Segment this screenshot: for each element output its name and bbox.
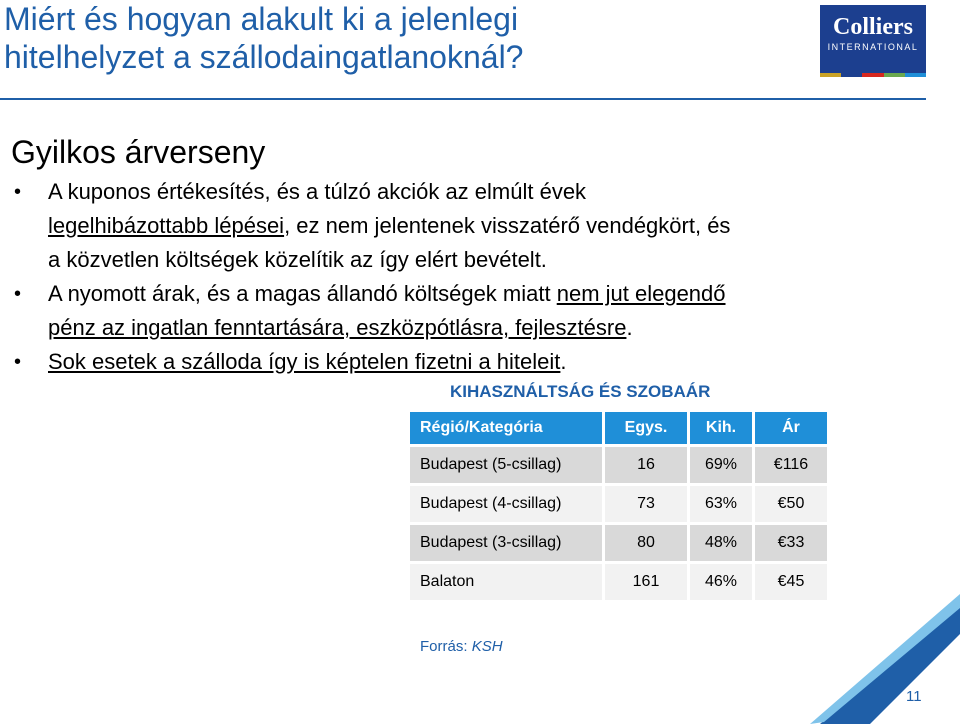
bullet-2-line1-underlined: nem jut elegendő xyxy=(556,281,726,306)
cell-price: €45 xyxy=(755,564,827,600)
table-row xyxy=(410,525,827,561)
logo-subtitle: INTERNATIONAL xyxy=(827,42,919,52)
colliers-logo xyxy=(820,5,926,77)
corner-decoration-graphic xyxy=(800,594,960,724)
header-occupancy: Kih. xyxy=(690,412,752,444)
table-header-row xyxy=(410,412,827,444)
logo-stripe xyxy=(862,73,883,77)
source-note xyxy=(420,638,503,655)
bullet-list xyxy=(0,175,940,379)
bullet-1-line2 xyxy=(48,209,940,243)
cell-occupancy: 63% xyxy=(690,486,752,522)
header-units: Egys. xyxy=(605,412,687,444)
bullet-item-3 xyxy=(0,345,940,379)
cell-price: €50 xyxy=(755,486,827,522)
logo-stripe xyxy=(820,73,841,77)
header-region: Régió/Kategória xyxy=(410,412,602,444)
bullet-icon: • xyxy=(14,351,22,373)
cell-region: Budapest (3-csillag) xyxy=(410,525,602,561)
cell-region: Balaton xyxy=(410,564,602,600)
source-name: KSH xyxy=(471,638,503,655)
bullet-3-underlined: Sok esetek a szálloda így is képtelen fizetni a hiteleit xyxy=(48,349,561,374)
bullet-item-1 xyxy=(0,175,940,277)
table-row xyxy=(410,447,827,483)
slide-title xyxy=(4,0,794,76)
slide-title-line1: Miért és hogyan alakult ki a jelenlegi xyxy=(4,1,519,37)
title-divider xyxy=(0,98,926,100)
cell-price: €116 xyxy=(755,447,827,483)
logo-stripes xyxy=(820,73,926,77)
logo-stripe xyxy=(841,73,862,77)
bullet-3-rest: . xyxy=(560,349,567,374)
bullet-2-line2 xyxy=(48,311,940,345)
cell-units: 80 xyxy=(605,525,687,561)
cell-price: €33 xyxy=(755,525,827,561)
slide-title-line2: hitelhelyzet a szállodaingatlanoknál? xyxy=(4,39,524,75)
logo-stripe xyxy=(884,73,905,77)
bullet-1-line2-rest: , ez nem jelentenek visszatérő vendégkört, és xyxy=(284,213,731,238)
cell-units: 73 xyxy=(605,486,687,522)
page-number: 11 xyxy=(906,688,922,705)
cell-occupancy: 69% xyxy=(690,447,752,483)
bullet-item-2 xyxy=(0,277,940,345)
bullet-2-line1 xyxy=(48,277,940,311)
cell-units: 161 xyxy=(605,564,687,600)
logo-stripe xyxy=(905,73,926,77)
source-label: Forrás: xyxy=(420,638,472,655)
bullet-1-line3: a közvetlen költségek közelítik az így elért bevételt. xyxy=(48,247,547,272)
bullet-3-line1 xyxy=(48,345,940,379)
section-heading: Gyilkos árverseny xyxy=(11,134,266,170)
bullet-icon: • xyxy=(14,181,22,203)
cell-occupancy: 46% xyxy=(690,564,752,600)
table-title: KIHASZNÁLTSÁG ÉS SZOBAÁR xyxy=(450,382,711,401)
cell-units: 16 xyxy=(605,447,687,483)
table-row xyxy=(410,564,827,600)
bullet-2-line2-underlined: pénz az ingatlan fenntartására, eszközpótlásra, fejlesztésre xyxy=(48,315,627,340)
bullet-2-line2-rest: . xyxy=(626,315,633,340)
bullet-1-underlined: legelhibázottabb lépései xyxy=(48,213,285,238)
bullet-2-line1-plain: A nyomott árak, és a magas állandó költségek miatt xyxy=(48,281,557,306)
cell-occupancy: 48% xyxy=(690,525,752,561)
cell-region: Budapest (4-csillag) xyxy=(410,486,602,522)
logo-name: Colliers xyxy=(833,14,913,40)
bullet-1-line1: A kuponos értékesítés, és a túlzó akciók az elmúlt évek xyxy=(48,179,587,204)
table-row xyxy=(410,486,827,522)
bullet-icon: • xyxy=(14,283,22,305)
occupancy-table xyxy=(410,412,827,600)
header-price: Ár xyxy=(755,412,827,444)
cell-region: Budapest (5-csillag) xyxy=(410,447,602,483)
